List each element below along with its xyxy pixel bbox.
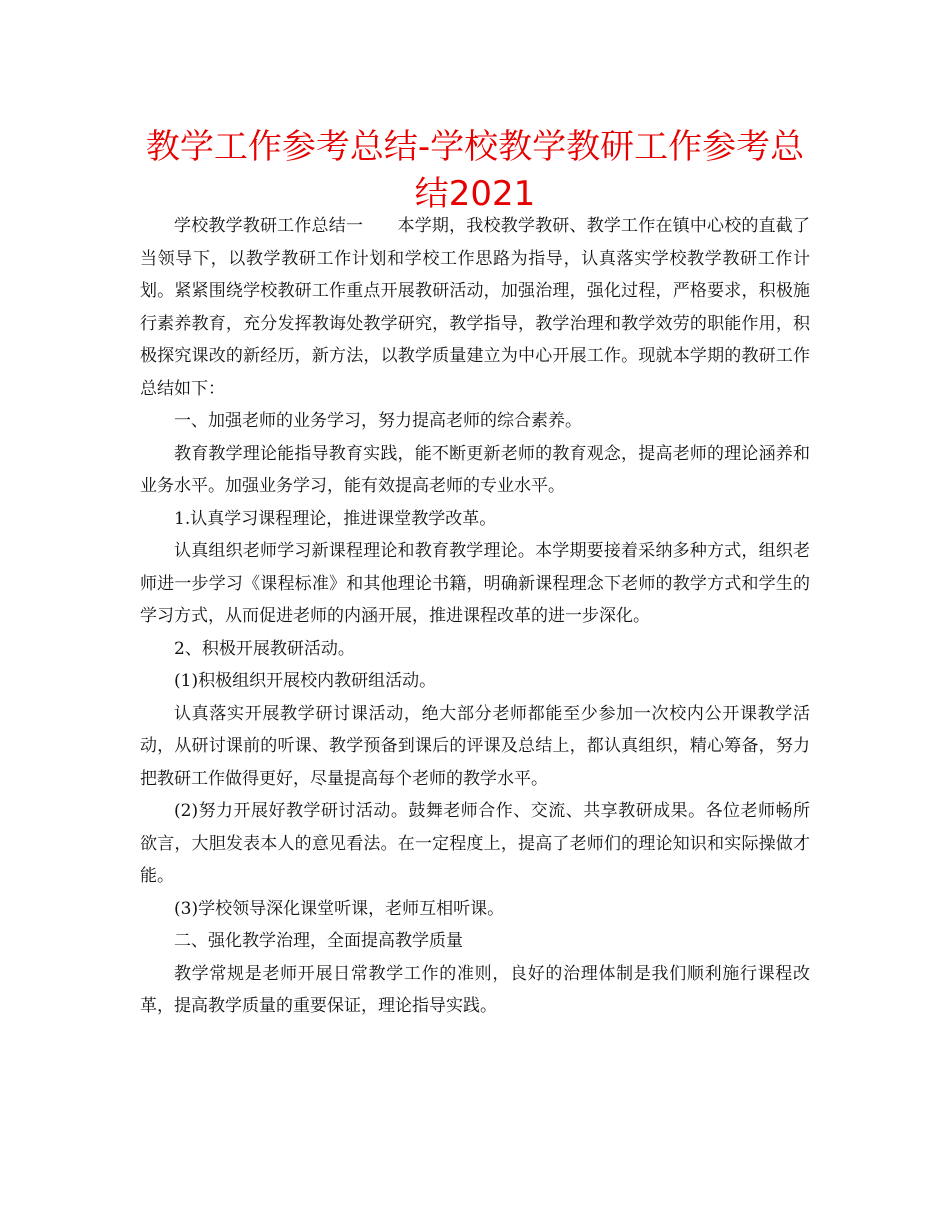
paragraph: 认真组织老师学习新课程理论和教育教学理论。本学期要接着采纳多种方式，组织老师进一步学习《课程标准》和其他理论书籍，明确新课程理念下老师的教学方式和学生的学习方式，从而促进老师的内涵开展，推进课程改革的进一步深化。 [140,541,810,626]
document-body [140,210,810,1023]
heading-subsection-1: 1.认真学习课程理论，推进课堂教学改革。 [174,508,497,529]
paragraph-intro: 学校教学教研工作总结一 本学期，我校教学教研、教学工作在镇中心校的直截了当领导下，以教学教研工作计划和学校工作思路为指导，认真落实学校教学教研工作计划。紧紧围绕学校教研工作重点开展教研活动，加强治理，强化过程，严格要求，积极施行素养教育，充分发挥教诲处教学研究，教学指导，教学治理和教学效劳的职能作用，积极探究课改的新经历，新方法，以教学质量建立为中心开展工作。现就本学期的教研工作总结如下： [140,216,810,399]
heading-section-1: 一、加强老师的业务学习，努力提高老师的综合素养。 [174,411,582,431]
document-title: 教学工作参考总结-学校教学教研工作参考总结2021 [145,127,805,214]
list-item: (3)学校领导深化课堂听课，老师互相听课。 [174,898,505,919]
list-item: (1)积极组织开展校内教研组活动。 [174,671,437,691]
paragraph: 认真落实开展教学研讨课活动，绝大部分老师都能至少参加一次校内公开课教学活动，从研讨课前的听课、教学预备到课后的评课及总结上，都认真组织，精心筹备，努力把教研工作做得更好，尽量提高每个老师的教学水平。 [140,703,810,789]
paragraph: 教育教学理论能指导教育实践，能不断更新老师的教育观念，提高老师的理论涵养和业务水平。加强业务学习，能有效提高老师的专业水平。 [140,443,810,496]
list-item: (2)努力开展好教学研讨活动。鼓舞老师合作、交流、共享教研成果。各位老师畅所欲言，大胆发表本人的意见看法。在一定程度上，提高了老师们的理论知识和实际操做才能。 [140,801,810,886]
heading-subsection-2: 2、积极开展教研活动。 [174,638,355,659]
heading-section-2: 二、强化教学治理，全面提高教学质量 [174,931,463,951]
paragraph: 教学常规是老师开展日常教学工作的准则，良好的治理体制是我们顺利施行课程改革，提高教学质量的重要保证，理论指导实践。 [140,963,810,1016]
